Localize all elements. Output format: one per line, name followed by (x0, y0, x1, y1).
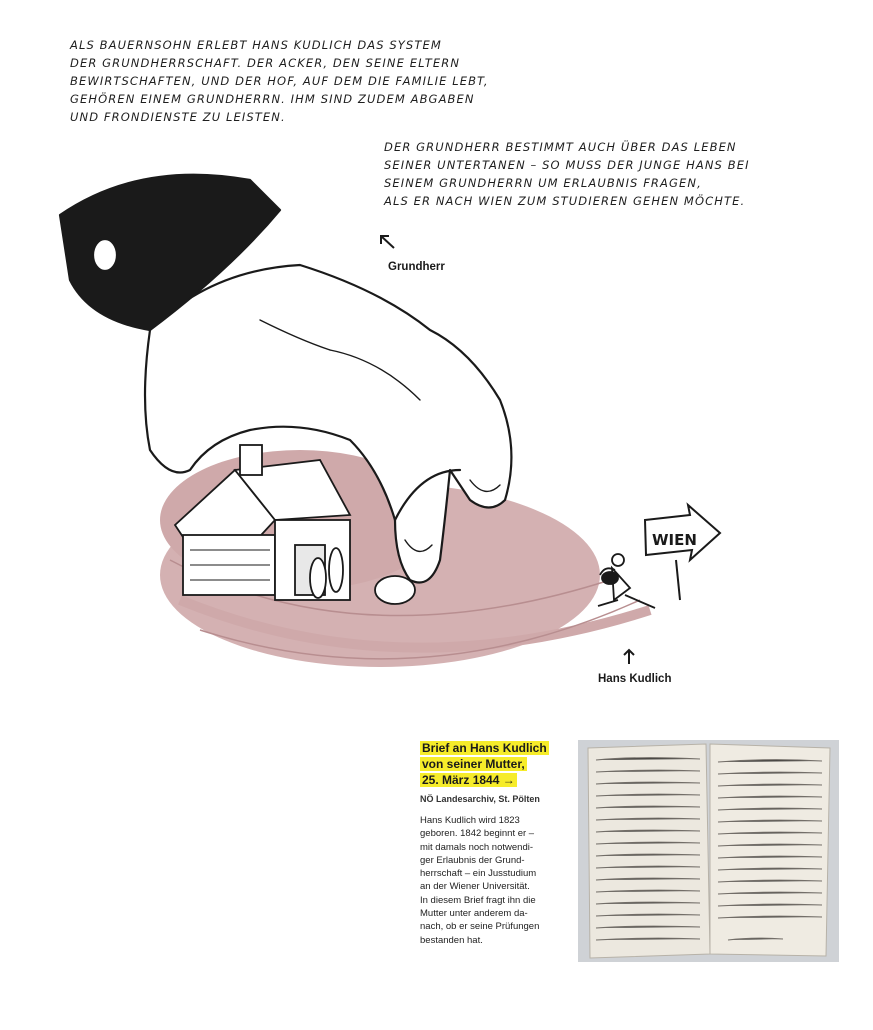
running-boy (598, 554, 655, 608)
letter-photo (578, 740, 839, 962)
label-grundherr: Grundherr (388, 261, 445, 273)
caption-source: NÖ Landesarchiv, St. Pölten (420, 794, 540, 804)
intro-text: ALS BAUERNSOHN ERLEBT HANS KUDLICH DAS SYSTEM DER GRUNDHERRSCHAFT. DER ACKER, DEN SEINE ELTERN BEWIRTSCHAFTEN, UND DER HOF, AUF DEM DIE FAMILIE LEBT, GEHÖREN EINEM GRUNDHERRN. IHM SIND ZUDEM ABGABEN UND FRONDIENSTE ZU LEISTEN. (70, 38, 489, 124)
caption-body: Hans Kudlich wird 1823 geboren. 1842 beginnt er – mit damals noch notwendi- ger Erlaubnis der Grund- herrschaft – ein Jusstudium an der Wiener Universität. In diesem Brief fragt ihn die Mutter unter anderem da- nach, ob er seine Prüfungen bestanden hat. (420, 815, 540, 946)
caption-title-line2: von seiner Mutter, (422, 757, 525, 771)
caption-title (420, 740, 570, 788)
kudlich-arrow (624, 650, 634, 664)
detail-text: DER GRUNDHERR BESTIMMT AUCH ÜBER DAS LEBEN SEINER UNTERTANEN – SO MUSS DER JUNGE HANS BEI SEINEM GRUNDHERRN UM ERLAUBNIS FRAGEN, ALS ER NACH WIEN ZUM STUDIEREN GEHEN MÖCHTE. (384, 140, 750, 208)
label-hans-kudlich: Hans Kudlich (598, 673, 672, 685)
wien-signpost (645, 505, 720, 600)
caption-title-line3: 25. März 1844 → (422, 773, 515, 787)
letter-pages (578, 740, 839, 962)
grundherr-arrow (381, 236, 394, 248)
caption-title-line1: Brief an Hans Kudlich (422, 741, 547, 755)
wien-sign-text: WIEN (652, 531, 697, 549)
